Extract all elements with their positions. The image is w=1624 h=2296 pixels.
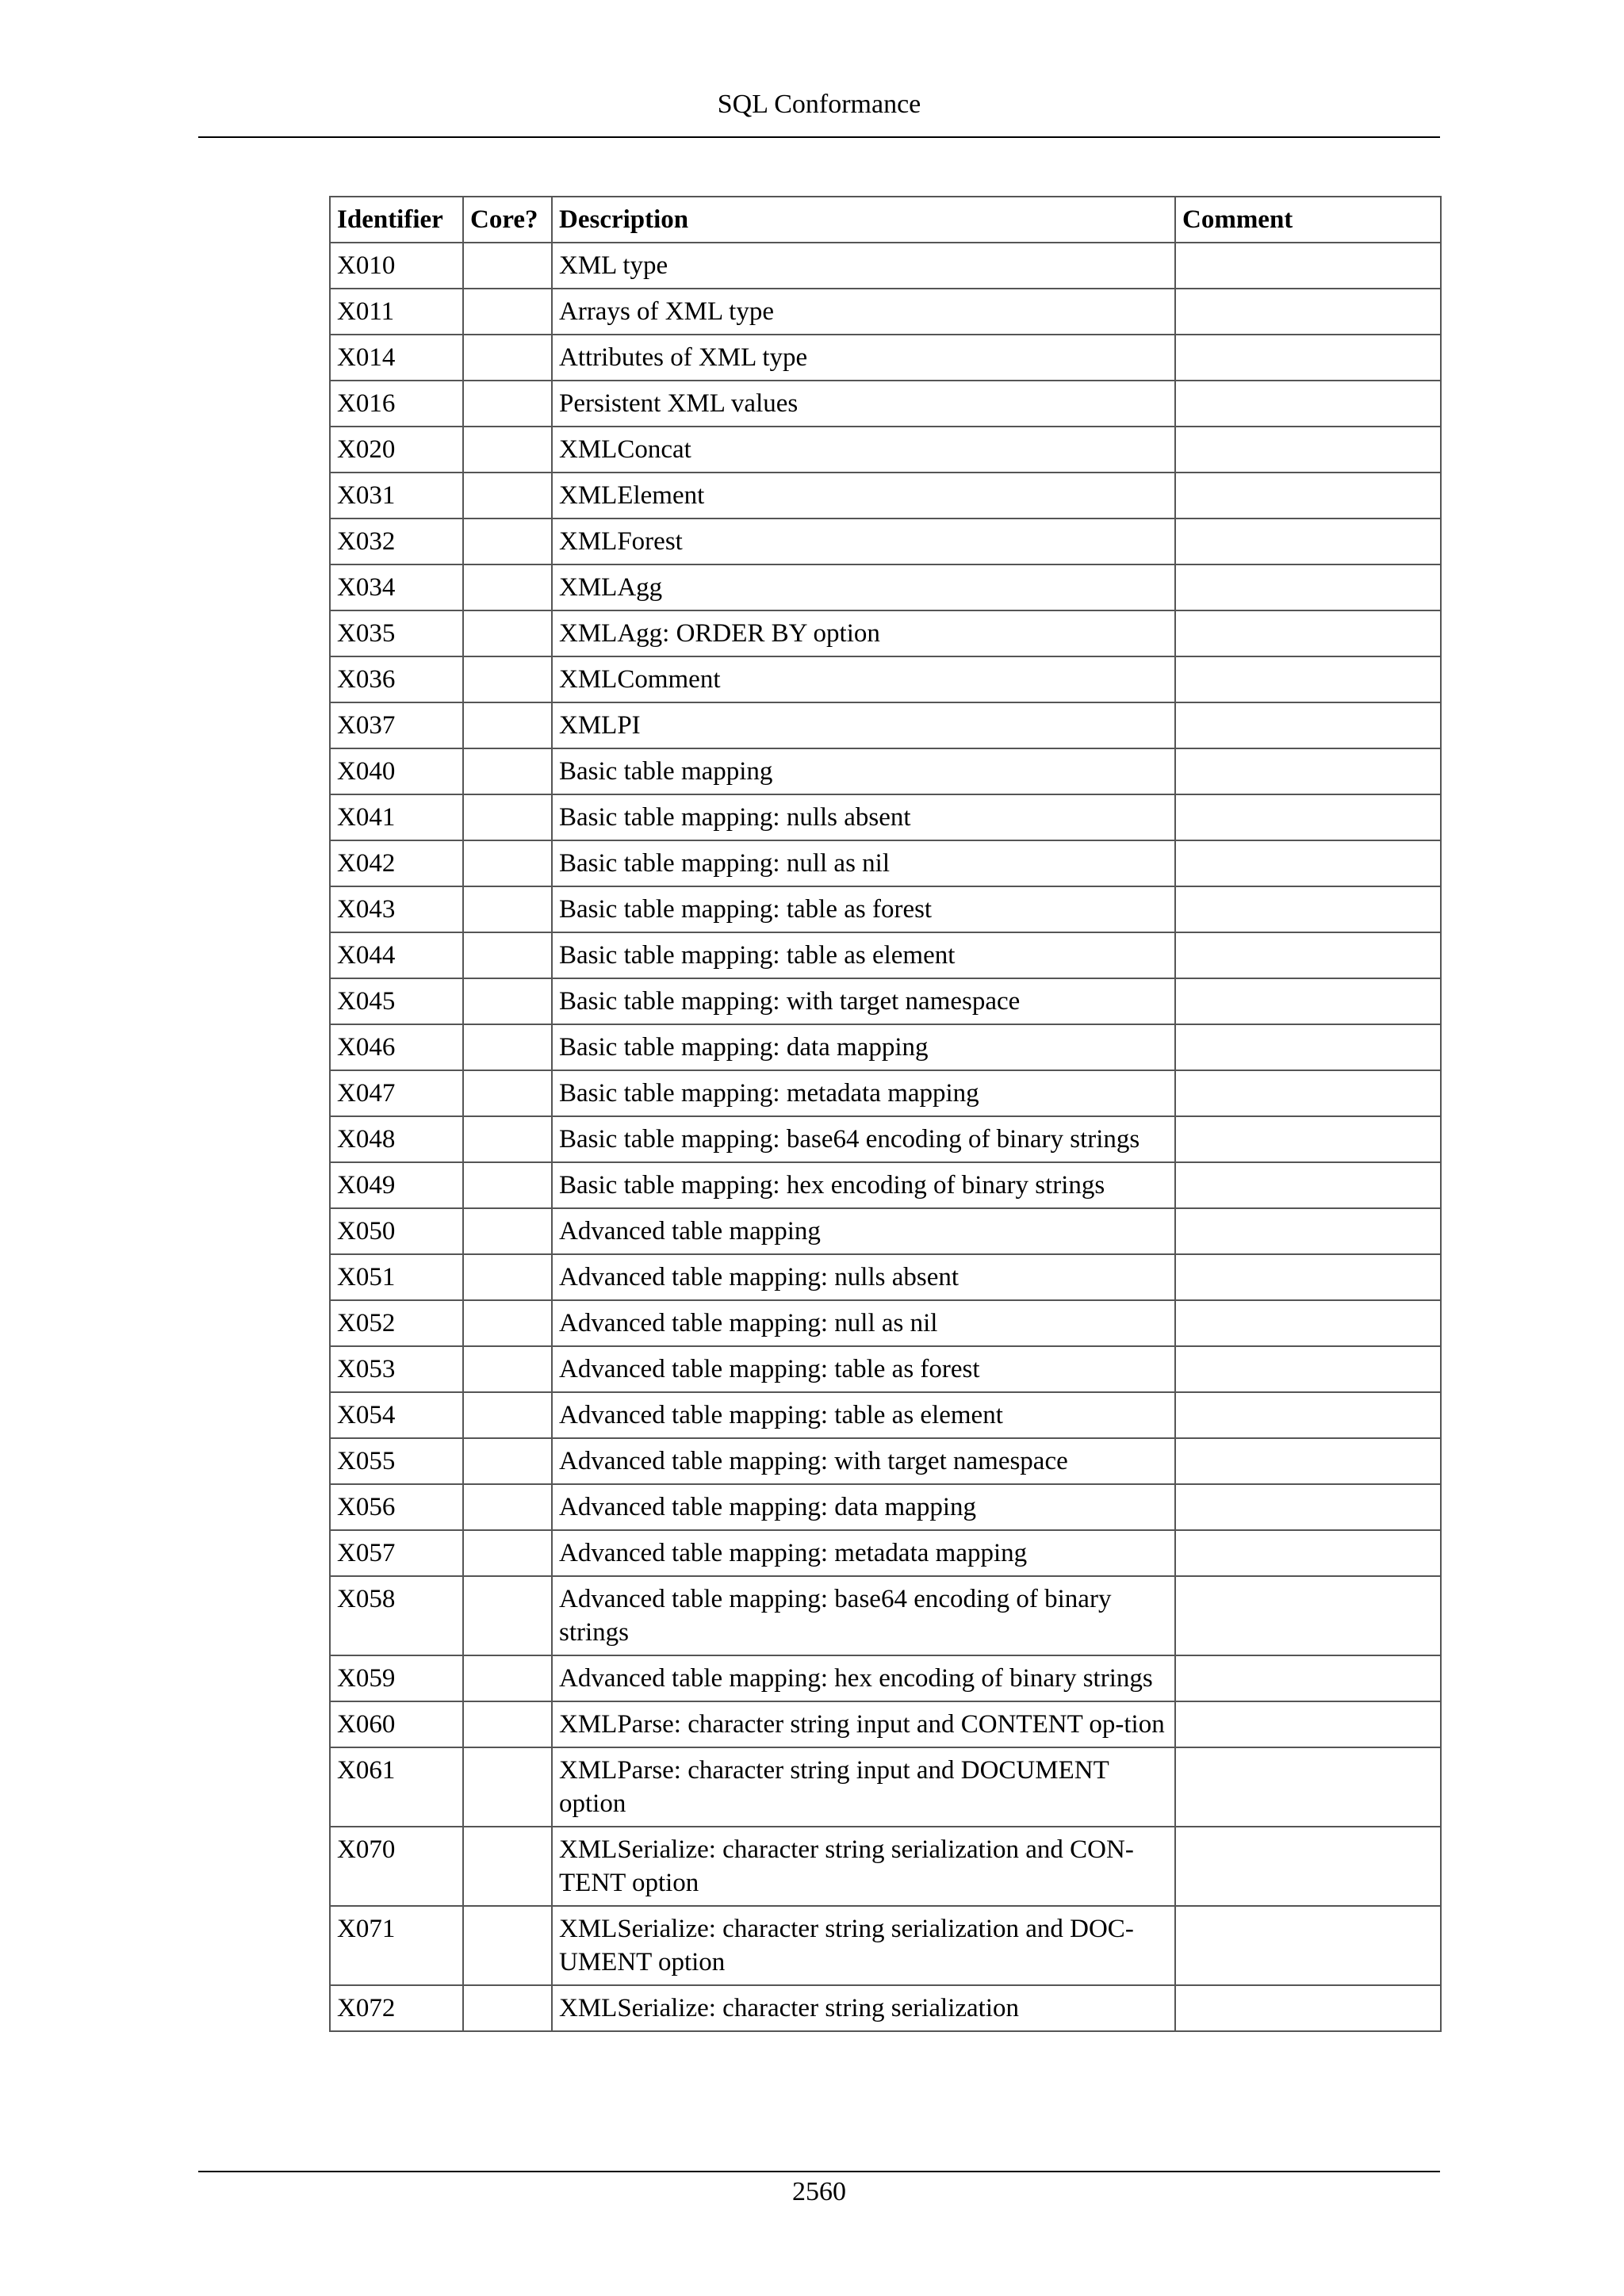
cell-description: Attributes of XML type bbox=[552, 335, 1175, 381]
cell-comment bbox=[1175, 656, 1441, 702]
cell-comment bbox=[1175, 1116, 1441, 1162]
cell-comment bbox=[1175, 243, 1441, 289]
table-row bbox=[330, 1747, 1441, 1827]
cell-identifier: X060 bbox=[330, 1701, 463, 1747]
table-body bbox=[330, 243, 1441, 2031]
cell-comment bbox=[1175, 748, 1441, 794]
cell-description: Basic table mapping: hex encoding of binary strings bbox=[552, 1162, 1175, 1208]
cell-identifier: X071 bbox=[330, 1906, 463, 1985]
cell-identifier: X020 bbox=[330, 427, 463, 473]
cell-description: Advanced table mapping: table as element bbox=[552, 1392, 1175, 1438]
cell-identifier: X014 bbox=[330, 335, 463, 381]
cell-identifier: X045 bbox=[330, 978, 463, 1024]
table-row bbox=[330, 335, 1441, 381]
cell-identifier: X040 bbox=[330, 748, 463, 794]
cell-description: Basic table mapping: nulls absent bbox=[552, 794, 1175, 840]
cell-identifier: X016 bbox=[330, 381, 463, 427]
cell-identifier: X048 bbox=[330, 1116, 463, 1162]
cell-core bbox=[463, 1827, 552, 1906]
cell-identifier: X032 bbox=[330, 519, 463, 564]
cell-comment bbox=[1175, 1024, 1441, 1070]
cell-core bbox=[463, 1701, 552, 1747]
table-row bbox=[330, 656, 1441, 702]
cell-core bbox=[463, 610, 552, 656]
cell-identifier: X049 bbox=[330, 1162, 463, 1208]
table-row bbox=[330, 1530, 1441, 1576]
cell-description: Basic table mapping bbox=[552, 748, 1175, 794]
cell-description: Advanced table mapping: hex encoding of binary strings bbox=[552, 1655, 1175, 1701]
cell-core bbox=[463, 473, 552, 519]
table-row bbox=[330, 427, 1441, 473]
cell-comment bbox=[1175, 1392, 1441, 1438]
cell-description: XMLAgg: ORDER BY option bbox=[552, 610, 1175, 656]
cell-identifier: X057 bbox=[330, 1530, 463, 1576]
cell-core bbox=[463, 1985, 552, 2031]
cell-core bbox=[463, 1162, 552, 1208]
cell-comment bbox=[1175, 1576, 1441, 1655]
table-row bbox=[330, 978, 1441, 1024]
column-header-identifier: Identifier bbox=[330, 197, 463, 243]
cell-identifier: X036 bbox=[330, 656, 463, 702]
table-row bbox=[330, 1392, 1441, 1438]
cell-core bbox=[463, 1116, 552, 1162]
cell-identifier: X046 bbox=[330, 1024, 463, 1070]
cell-core bbox=[463, 1346, 552, 1392]
cell-core bbox=[463, 1438, 552, 1484]
cell-core bbox=[463, 1576, 552, 1655]
cell-identifier: X031 bbox=[330, 473, 463, 519]
cell-core bbox=[463, 702, 552, 748]
cell-identifier: X061 bbox=[330, 1747, 463, 1827]
cell-comment bbox=[1175, 381, 1441, 427]
cell-description: Persistent XML values bbox=[552, 381, 1175, 427]
cell-core bbox=[463, 748, 552, 794]
column-header-comment: Comment bbox=[1175, 197, 1441, 243]
footer-divider bbox=[198, 2171, 1440, 2172]
table-row bbox=[330, 886, 1441, 932]
cell-comment bbox=[1175, 610, 1441, 656]
cell-core bbox=[463, 1747, 552, 1827]
cell-description: Advanced table mapping bbox=[552, 1208, 1175, 1254]
cell-identifier: X050 bbox=[330, 1208, 463, 1254]
table-row bbox=[330, 1484, 1441, 1530]
table-row bbox=[330, 564, 1441, 610]
table-row bbox=[330, 1070, 1441, 1116]
table-row bbox=[330, 1346, 1441, 1392]
cell-identifier: X053 bbox=[330, 1346, 463, 1392]
table-row bbox=[330, 1701, 1441, 1747]
cell-description: Basic table mapping: data mapping bbox=[552, 1024, 1175, 1070]
cell-core bbox=[463, 1530, 552, 1576]
cell-identifier: X047 bbox=[330, 1070, 463, 1116]
cell-comment bbox=[1175, 564, 1441, 610]
cell-comment bbox=[1175, 1655, 1441, 1701]
cell-comment bbox=[1175, 473, 1441, 519]
cell-comment bbox=[1175, 978, 1441, 1024]
cell-identifier: X041 bbox=[330, 794, 463, 840]
table-row bbox=[330, 381, 1441, 427]
cell-core bbox=[463, 886, 552, 932]
cell-description: Basic table mapping: table as element bbox=[552, 932, 1175, 978]
cell-comment bbox=[1175, 1827, 1441, 1906]
cell-description: Advanced table mapping: null as nil bbox=[552, 1300, 1175, 1346]
cell-comment bbox=[1175, 1300, 1441, 1346]
cell-core bbox=[463, 427, 552, 473]
cell-core bbox=[463, 381, 552, 427]
cell-core bbox=[463, 1024, 552, 1070]
cell-core bbox=[463, 519, 552, 564]
cell-description: Arrays of XML type bbox=[552, 289, 1175, 335]
table-row bbox=[330, 1985, 1441, 2031]
header-divider bbox=[198, 136, 1440, 138]
cell-comment bbox=[1175, 335, 1441, 381]
cell-comment bbox=[1175, 427, 1441, 473]
cell-core bbox=[463, 794, 552, 840]
page-number: 2560 bbox=[792, 2177, 846, 2206]
cell-comment bbox=[1175, 1484, 1441, 1530]
cell-core bbox=[463, 656, 552, 702]
cell-description: Basic table mapping: with target namespace bbox=[552, 978, 1175, 1024]
cell-description: Advanced table mapping: with target namespace bbox=[552, 1438, 1175, 1484]
cell-comment bbox=[1175, 1701, 1441, 1747]
cell-description: Basic table mapping: metadata mapping bbox=[552, 1070, 1175, 1116]
cell-identifier: X043 bbox=[330, 886, 463, 932]
cell-identifier: X042 bbox=[330, 840, 463, 886]
cell-description: XMLSerialize: character string serialization and CON-TENT option bbox=[552, 1827, 1175, 1906]
cell-identifier: X072 bbox=[330, 1985, 463, 2031]
cell-identifier: X034 bbox=[330, 564, 463, 610]
cell-core bbox=[463, 1300, 552, 1346]
cell-description: XMLConcat bbox=[552, 427, 1175, 473]
cell-description: XMLComment bbox=[552, 656, 1175, 702]
cell-comment bbox=[1175, 1985, 1441, 2031]
column-header-description: Description bbox=[552, 197, 1175, 243]
cell-comment bbox=[1175, 1906, 1441, 1985]
table-row bbox=[330, 1208, 1441, 1254]
cell-comment bbox=[1175, 519, 1441, 564]
cell-core bbox=[463, 1392, 552, 1438]
cell-comment bbox=[1175, 1438, 1441, 1484]
cell-description: XMLParse: character string input and DOCUMENT option bbox=[552, 1747, 1175, 1827]
cell-identifier: X037 bbox=[330, 702, 463, 748]
page-header: SQL Conformance bbox=[717, 90, 921, 119]
table-row bbox=[330, 1162, 1441, 1208]
table-row bbox=[330, 702, 1441, 748]
cell-identifier: X054 bbox=[330, 1392, 463, 1438]
cell-identifier: X051 bbox=[330, 1254, 463, 1300]
cell-description: Basic table mapping: base64 encoding of binary strings bbox=[552, 1116, 1175, 1162]
table-row bbox=[330, 1254, 1441, 1300]
table-header-row bbox=[330, 197, 1441, 243]
cell-core bbox=[463, 1208, 552, 1254]
cell-description: XMLParse: character string input and CONTENT op-tion bbox=[552, 1701, 1175, 1747]
cell-identifier: X011 bbox=[330, 289, 463, 335]
cell-identifier: X056 bbox=[330, 1484, 463, 1530]
table-row bbox=[330, 1116, 1441, 1162]
cell-core bbox=[463, 1070, 552, 1116]
cell-comment bbox=[1175, 1208, 1441, 1254]
cell-description: Basic table mapping: null as nil bbox=[552, 840, 1175, 886]
cell-core bbox=[463, 978, 552, 1024]
cell-identifier: X058 bbox=[330, 1576, 463, 1655]
table-row bbox=[330, 1655, 1441, 1701]
cell-description: Advanced table mapping: table as forest bbox=[552, 1346, 1175, 1392]
cell-comment bbox=[1175, 1346, 1441, 1392]
table-row bbox=[330, 1024, 1441, 1070]
cell-identifier: X010 bbox=[330, 243, 463, 289]
cell-comment bbox=[1175, 1162, 1441, 1208]
cell-comment bbox=[1175, 1070, 1441, 1116]
table-row bbox=[330, 1576, 1441, 1655]
cell-comment bbox=[1175, 1530, 1441, 1576]
cell-core bbox=[463, 1484, 552, 1530]
cell-comment bbox=[1175, 886, 1441, 932]
cell-description: XMLPI bbox=[552, 702, 1175, 748]
cell-description: XMLElement bbox=[552, 473, 1175, 519]
cell-comment bbox=[1175, 840, 1441, 886]
cell-description: XMLForest bbox=[552, 519, 1175, 564]
table-row bbox=[330, 932, 1441, 978]
cell-description: Advanced table mapping: data mapping bbox=[552, 1484, 1175, 1530]
cell-comment bbox=[1175, 794, 1441, 840]
cell-comment bbox=[1175, 289, 1441, 335]
cell-core bbox=[463, 243, 552, 289]
cell-description: XMLSerialize: character string serialization and DOC-UMENT option bbox=[552, 1906, 1175, 1985]
conformance-table bbox=[329, 196, 1442, 2032]
cell-comment bbox=[1175, 1747, 1441, 1827]
cell-comment bbox=[1175, 1254, 1441, 1300]
table-row bbox=[330, 840, 1441, 886]
table-row bbox=[330, 473, 1441, 519]
cell-description: XML type bbox=[552, 243, 1175, 289]
table-row bbox=[330, 1827, 1441, 1906]
cell-identifier: X044 bbox=[330, 932, 463, 978]
cell-description: Advanced table mapping: base64 encoding of binary strings bbox=[552, 1576, 1175, 1655]
cell-description: Advanced table mapping: nulls absent bbox=[552, 1254, 1175, 1300]
cell-comment bbox=[1175, 932, 1441, 978]
cell-core bbox=[463, 932, 552, 978]
cell-core bbox=[463, 1254, 552, 1300]
cell-identifier: X070 bbox=[330, 1827, 463, 1906]
table-row bbox=[330, 748, 1441, 794]
cell-core bbox=[463, 335, 552, 381]
cell-identifier: X055 bbox=[330, 1438, 463, 1484]
table-row bbox=[330, 794, 1441, 840]
column-header-core: Core? bbox=[463, 197, 552, 243]
cell-core bbox=[463, 1906, 552, 1985]
cell-description: Advanced table mapping: metadata mapping bbox=[552, 1530, 1175, 1576]
cell-core bbox=[463, 289, 552, 335]
table-row bbox=[330, 289, 1441, 335]
table-row bbox=[330, 243, 1441, 289]
cell-identifier: X059 bbox=[330, 1655, 463, 1701]
cell-description: XMLAgg bbox=[552, 564, 1175, 610]
cell-description: Basic table mapping: table as forest bbox=[552, 886, 1175, 932]
table-row bbox=[330, 519, 1441, 564]
table-row bbox=[330, 610, 1441, 656]
table-row bbox=[330, 1906, 1441, 1985]
cell-description: XMLSerialize: character string serialization bbox=[552, 1985, 1175, 2031]
cell-identifier: X052 bbox=[330, 1300, 463, 1346]
cell-core bbox=[463, 1655, 552, 1701]
cell-core bbox=[463, 840, 552, 886]
cell-core bbox=[463, 564, 552, 610]
table-row bbox=[330, 1300, 1441, 1346]
table-row bbox=[330, 1438, 1441, 1484]
cell-comment bbox=[1175, 702, 1441, 748]
cell-identifier: X035 bbox=[330, 610, 463, 656]
